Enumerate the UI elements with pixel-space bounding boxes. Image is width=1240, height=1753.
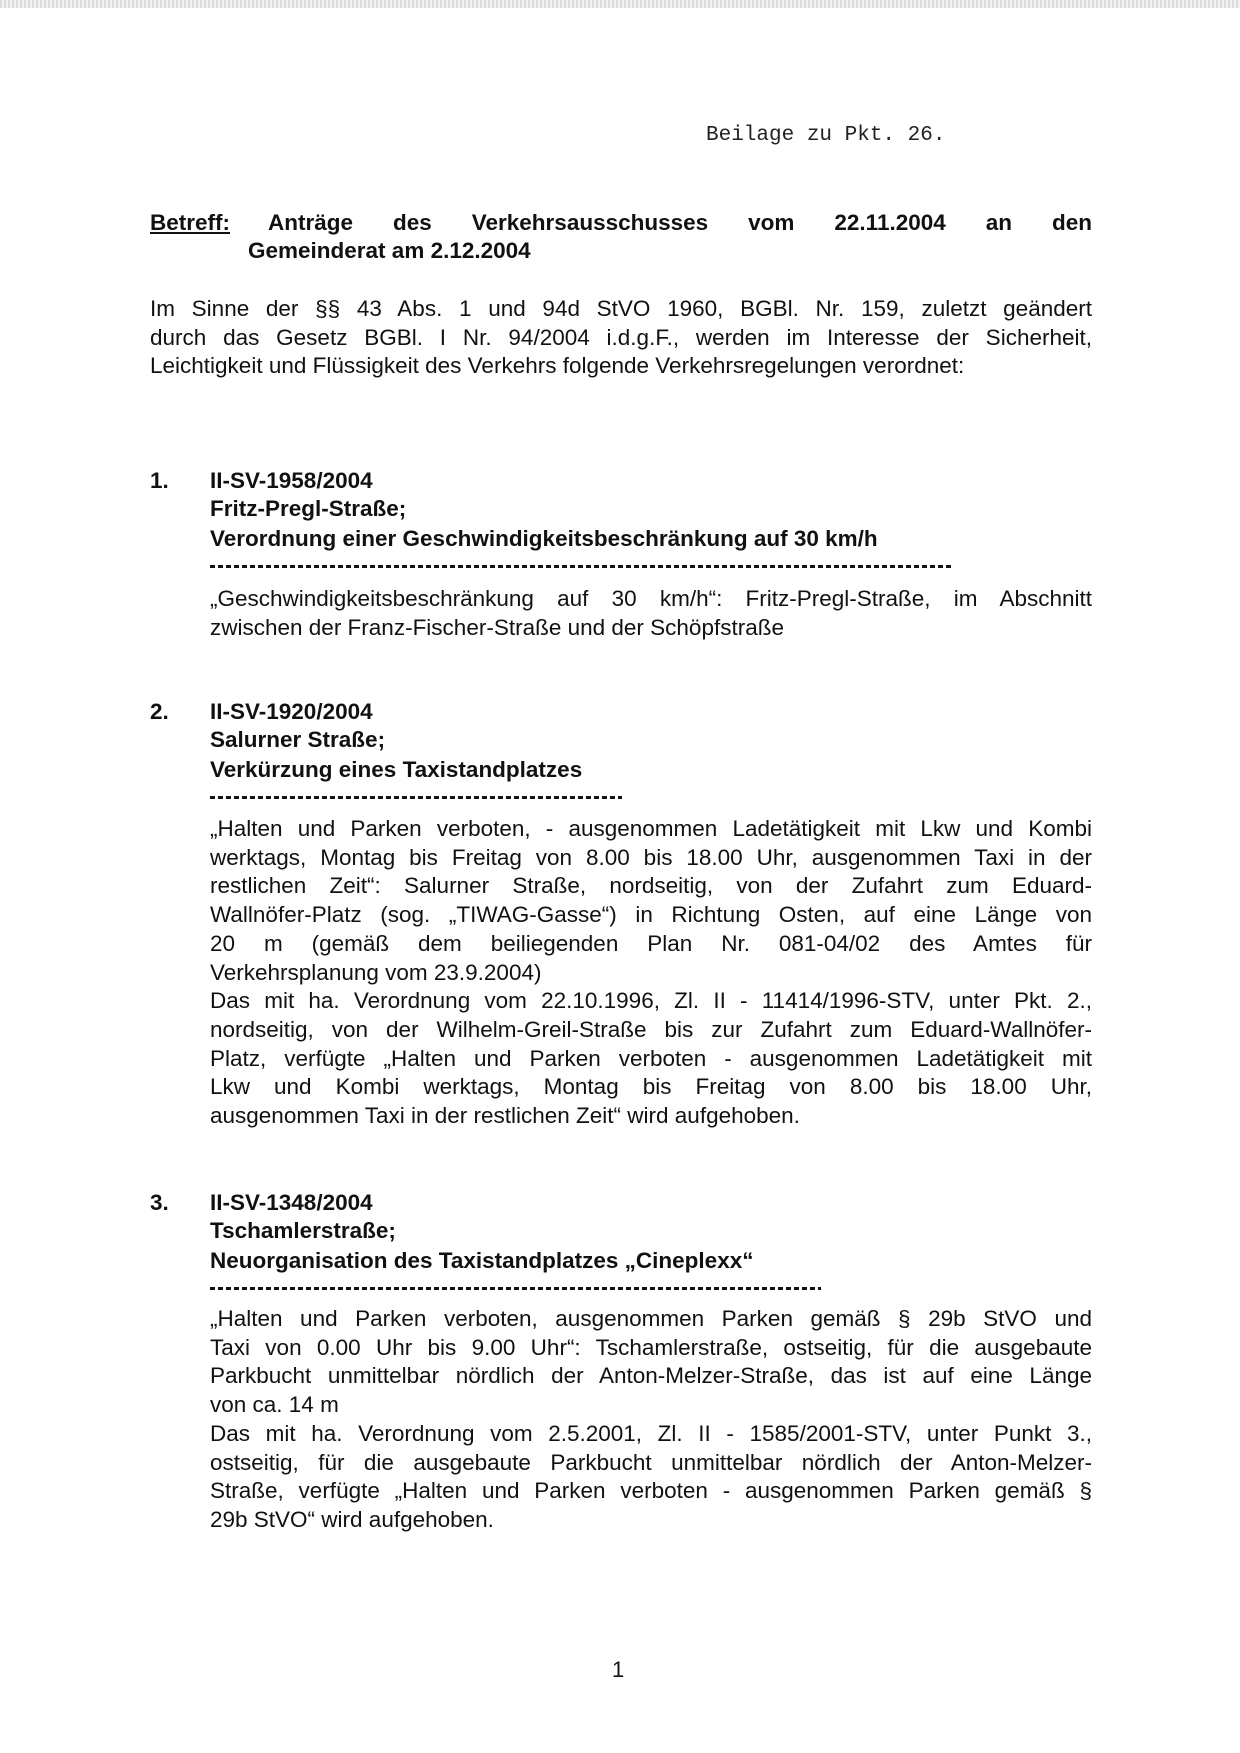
item-text-line: Straße, verfügte „Halten und Parken verboten - ausgenommen Parken gemäß § — [210, 1478, 1092, 1504]
dashed-separator — [210, 565, 952, 568]
subject-line-1: Anträge des Verkehrsausschusses vom 22.11.2004 an den — [268, 210, 1092, 235]
intro-paragraph — [150, 295, 1092, 381]
item-title: Neuorganisation des Taxistandplatzes „Cineplexx“ — [210, 1248, 754, 1273]
subject-label: Betreff: — [150, 210, 231, 235]
item-text-line: „Halten und Parken verboten, - ausgenommen Ladetätigkeit mit Lkw und Kombi — [210, 816, 1092, 841]
intro-line: durch das Gesetz BGBl. I Nr. 94/2004 i.d.g.F., werden im Interesse der Sicherheit, — [150, 324, 1092, 350]
item-street: Fritz-Pregl-Straße; — [210, 496, 407, 521]
item-text-line: Das mit ha. Verordnung vom 22.10.1996, Zl. II - 11414/1996-STV, unter Pkt. 2., — [210, 988, 1092, 1014]
item-text-line: Das mit ha. Verordnung vom 2.5.2001, Zl. II - 1585/2001-STV, unter Punkt 3., — [210, 1420, 1092, 1446]
item-reference: II-SV-1348/2004 — [210, 1190, 373, 1215]
item-text-line: 20 m (gemäß dem beiliegenden Plan Nr. 081-04/02 des Amtes für — [210, 930, 1092, 956]
item-number: 3. — [150, 1190, 169, 1215]
item-text-line: „Geschwindigkeitsbeschränkung auf 30 km/h“: Fritz-Pregl-Straße, im Abschnitt — [210, 586, 1092, 611]
item-street: Tschamlerstraße; — [210, 1218, 396, 1243]
subject-line-2: Gemeinderat am 2.12.2004 — [248, 238, 531, 263]
item-number: 2. — [150, 699, 169, 724]
dashed-separator — [210, 796, 622, 799]
item-text-line: nordseitig, von der Wilhelm-Greil-Straße bis zur Zufahrt zum Eduard-Wallnöfer- — [210, 1016, 1092, 1042]
item-text-line: Verkehrsplanung vom 23.9.2004) — [210, 959, 542, 985]
item-text-line: Platz, verfügte „Halten und Parken verboten - ausgenommen Ladetätigkeit mit — [210, 1045, 1092, 1071]
item-text-line: von ca. 14 m — [210, 1392, 339, 1418]
intro-line: Leichtigkeit und Flüssigkeit des Verkehrs folgende Verkehrsregelungen verordnet: — [150, 353, 965, 379]
item-text-line: Lkw und Kombi werktags, Montag bis Freitag von 8.00 bis 18.00 Uhr, — [210, 1074, 1092, 1100]
item-text-line: ostseitig, für die ausgebaute Parkbucht unmittelbar nördlich der Anton-Melzer- — [210, 1449, 1092, 1475]
page-number: 1 — [612, 1657, 625, 1682]
item-number: 1. — [150, 468, 169, 493]
item-text-line: restlichen Zeit“: Salurner Straße, nordseitig, von der Zufahrt zum Eduard- — [210, 873, 1092, 899]
item-reference: II-SV-1958/2004 — [210, 468, 373, 493]
item-text-line: zwischen der Franz-Fischer-Straße und der Schöpfstraße — [210, 614, 784, 640]
item-text — [210, 815, 1092, 1131]
item-reference: II-SV-1920/2004 — [210, 699, 373, 724]
item-text-line: ausgenommen Taxi in der restlichen Zeit“ wird aufgehoben. — [210, 1103, 800, 1129]
item-text — [210, 585, 1092, 642]
scan-edge — [0, 0, 1240, 8]
item-text-line: „Halten und Parken verboten, ausgenommen Parken gemäß § 29b StVO und — [210, 1306, 1092, 1331]
item-text-line: werktags, Montag bis Freitag von 8.00 bis 18.00 Uhr, ausgenommen Taxi in der — [210, 844, 1092, 870]
attachment-note: Beilage zu Pkt. 26. — [706, 124, 946, 147]
item-title: Verordnung einer Geschwindigkeitsbeschränkung auf 30 km/h — [210, 526, 878, 551]
dashed-separator — [210, 1287, 821, 1290]
item-text-line: Taxi von 0.00 Uhr bis 9.00 Uhr“: Tschamlerstraße, ostseitig, für die ausgebaute — [210, 1334, 1092, 1360]
item-text — [210, 1305, 1092, 1535]
item-title: Verkürzung eines Taxistandplatzes — [210, 757, 583, 782]
intro-line: Im Sinne der §§ 43 Abs. 1 und 94d StVO 1960, BGBl. Nr. 159, zuletzt geändert — [150, 296, 1092, 321]
item-text-line: Wallnöfer-Platz (sog. „TIWAG-Gasse“) in Richtung Osten, auf eine Länge von — [210, 902, 1092, 928]
item-street: Salurner Straße; — [210, 727, 386, 752]
item-text-line: Parkbucht unmittelbar nördlich der Anton-Melzer-Straße, das ist auf eine Länge — [210, 1363, 1092, 1389]
item-text-line: 29b StVO“ wird aufgehoben. — [210, 1506, 494, 1532]
